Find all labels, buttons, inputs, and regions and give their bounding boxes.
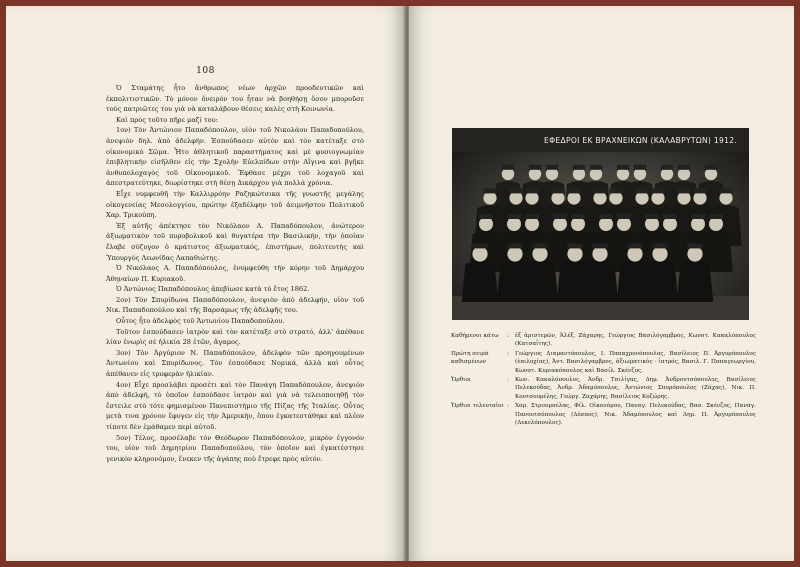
legend-text: Χαρ. Στρουμπέλας, Φίλ. Οἰκονόμου, Παναγ. Πελεκούδας, Βασ. Σκένζος, Παναγ. Πανουτσόπουλος (Δέσπος), Νικ. Ἀδαμόπουλος καὶ Δημ. Π. Ἀργυρόπουλος (Δεκελόπουλος). xyxy=(515,403,756,427)
soldier-body xyxy=(677,261,713,302)
soldier-cap xyxy=(693,188,706,193)
soldier-cap xyxy=(472,243,487,248)
soldier-cap xyxy=(617,165,629,170)
photo-caption: ΕΦΕΔΡΟΙ ΕΚ ΒΡΑΧΝΕΙΚΩΝ (ΚΑΛΑΒΡΥΤΩΝ) 1912. xyxy=(544,136,738,145)
group-photograph xyxy=(452,128,749,320)
soldier-cap xyxy=(677,188,690,193)
paragraph: Ὁ Νικόλαος Α. Παπαδόπουλος, ἐνυμφεύθη τὴν κόρην τοῦ Δημάρχου Ἀθηναίων Π. Κυριακοῦ. xyxy=(106,264,364,283)
soldier-cap xyxy=(507,214,521,219)
soldier-cap xyxy=(567,243,582,248)
soldier-cap xyxy=(617,214,631,219)
soldier-face xyxy=(599,217,613,231)
soldier-cap xyxy=(529,165,541,170)
soldier-face xyxy=(617,217,631,231)
soldier-cap xyxy=(571,214,585,219)
soldier-cap xyxy=(553,214,567,219)
paragraph: 1ον) Τὸν Ἀντώνιον Παπαδόπουλον, υἱὸν τοῦ Νικολάου Παπαδοπούλου, ἀνεψιὸν δηλ. ἀπὸ ἀδελφήν. Ἐσπούδασεν αὐτὸν καὶ τὸν κατέταξε στὸ οἰκονομικὸ Σῶμα. Ἦτο ἀθλητικοῦ παραστήματος καὶ μὲ φυσιογνωμίαν ἐπιβλητικὴν εἰσῆλθεν εἰς τὴν Σχολὴν Εὐελπίδων στὴν Αἴγινα καὶ βγῆκε ἀνθυπολοχαγὸς τοῦ Οἰκονομικοῦ. Ἔφθασε μέχρι τοῦ λοχαγοῦ καὶ ἀπεστρατεύτηκε, διωρίστηκε στὴ θέσῃ Δικάρχου γιὰ πολλὰ χρόνια. xyxy=(106,126,364,188)
soldier-face xyxy=(627,246,642,261)
legend-row xyxy=(451,332,756,349)
paragraph: Εἶχε νυμφευθῆ τὴν Καλλιρρόην Ραζηκώτσικα τῆς γνωστῆς μεγάλης οἰκογενείας Μεσολογγίου, πρώτην ἐξαδέλφην τοῦ ἀειμνήστου Πολιτικοῦ Χαρ. Τρικούπη. xyxy=(106,189,364,220)
soldier-cap xyxy=(678,165,690,170)
soldier-face xyxy=(553,217,567,231)
paragraph: 2ον) Τὸν Σπυρίδωνα Παπαδόπουλον, ἀνεψιὸν ἀπὸ ἀδελφήν, υἱὸν τοῦ Νικ. Παπαδοπούλου καὶ τῆς Βαρσάμως τῆς ἀδελφῆς του. xyxy=(106,295,364,315)
soldier-cap xyxy=(645,214,659,219)
soldier-cap xyxy=(525,214,539,219)
soldier-cap xyxy=(593,188,606,193)
soldier-face xyxy=(691,217,705,231)
legend-text: Κων. Κακαλόπουλος, Ἀνδρ. Τσιλίγας, Δημ. Ἀνδρουτσόπουλος, Βασίλειος Πελεκούδας, Ἀνδρ. Ἀδαμόπουλος, Ἀντώνιος Σπυρόπουλος (Ζάχας), Νικ. Π. Κουτσουρέλης, Γεώργ. Ζαχάρης, Βασίλειος Κοζώρης. xyxy=(515,377,756,400)
soldier-face xyxy=(507,217,521,231)
soldier-cap xyxy=(609,188,622,193)
soldier-cap xyxy=(652,243,667,248)
soldier-cap xyxy=(551,188,564,193)
paragraph: 5ον) Τέλος, προσέλαβε τὸν Θεόδωρον Παπαδόπουλον, μικρὸν ἐγγονόν του, υἱὸν τοῦ Δημητρίου Παπαδοπούλου, τὸν ὁποῖον καὶ ἐγκατέστησε γενικὸν κληρονόμον, ἕνεκεν τῆς ἀγάπης ποὺ ἔτρεφε πρὸς αὐτόν. xyxy=(106,433,364,463)
soldier-body xyxy=(642,261,678,302)
soldier-cap xyxy=(663,214,677,219)
soldier-face xyxy=(507,246,522,261)
legend-text: Γεώργιος Διαμαντόπουλος, Ι. Παπαχρονόπουλος, Βασίλειος Π. Ἀργυρόπουλος (ἐπιλοχίας), Ἀντ. Βασιλόγαμβρος, ἀξιωματικὸς - ἰατρός, Βασιλ. Γ. Παπαγεωργίου, Κωνστ. Κυριακόπουλος καὶ Βασίλ. Σκένζος. xyxy=(515,350,756,374)
soldier-face xyxy=(472,246,487,261)
soldier-cap xyxy=(635,188,648,193)
legend-label: Ὄρθιοι xyxy=(451,377,471,384)
soldier-cap xyxy=(546,165,558,170)
legend-row xyxy=(451,350,756,375)
soldier-face xyxy=(592,246,607,261)
paragraph: 4ον) Εἶχε προσλάβει προσέτι καὶ τὸν Πανάγη Παπαδόπουλον, ἀνεψιὸν ἀπὸ ἀδελφή, τὸ ὁποῖον ἐσπούδασε ἰατρὸν καὶ γιὰ νὰ τελειοποιηθῇ τὸν ἔστειλε στὸ τότε φημισμένον Πανεπιστήμιο τῆς Πίζας τῆς Ἰταλίας. Οὗτος μετὰ τινα χρόνον ἔφυγεν εἰς τὴν Ἀμερικήν, ὅπου ἐγκατεστάθηκε καὶ πλέον τίποτε δὲν ἐμάθαμεν περὶ αὐτοῦ. xyxy=(106,380,364,431)
soldier-cap xyxy=(573,165,585,170)
soldier-cap xyxy=(705,165,717,170)
soldier-cap xyxy=(567,188,580,193)
legend-text: ἐξ ἀριστερῶν, Ἀλέξ. Ζάχαρης, Γεώργιος Βασιλόγαμβρος, Κωνστ. Κακαλόπουλος (Κατσαΐτης). xyxy=(515,333,756,348)
page-number: 108 xyxy=(196,66,215,76)
paragraph: Ἐξ αὐτῆς ἀπέκτησε τὸν Νικόλαον Α. Παπαδόπουλον, ἀνώτερον ἀξιωματικὸν τοῦ πυροβολικοῦ καὶ θυγατέρα τὴν Βασιλικήν, τὴν ὁποίαν ἔλαβε σύζυγον ὁ κράτιστος ἀξιωματικός, ἐπιστήμων, πολιτευτὴς καὶ Ὑπουργὸς Λεωνίδας Λαπαθιώτης. xyxy=(106,221,364,262)
soldier-face xyxy=(645,217,659,231)
paragraph: Ὁ Ἀντώνιος Παπαδόπουλος ἀπεβίωσε κατὰ τὸ ἔτος 1862. xyxy=(116,285,310,294)
soldier-cap xyxy=(709,214,723,219)
soldier-cap xyxy=(627,243,642,248)
soldier-face xyxy=(525,217,539,231)
soldier-body xyxy=(582,261,618,302)
group-photo-illustration xyxy=(452,128,749,320)
soldier-cap xyxy=(661,165,673,170)
soldier-body xyxy=(522,261,558,302)
legend-row xyxy=(451,376,756,401)
soldier-cap xyxy=(590,165,602,170)
legend-row xyxy=(451,402,756,427)
body-text xyxy=(106,83,364,464)
legend-separator: : xyxy=(507,333,509,339)
legend-label: Καθήμενοι κάτω xyxy=(451,333,499,339)
soldier-cap xyxy=(532,243,547,248)
soldier-cap xyxy=(592,243,607,248)
soldier-cap xyxy=(483,188,496,193)
soldier-face xyxy=(687,246,702,261)
photo-legend xyxy=(451,332,756,428)
legend-label: Πρώτη σειρὰ καθισμένων xyxy=(451,350,489,366)
soldier-cap xyxy=(634,165,646,170)
paragraph: Οὗτος ἦτο ἀδελφὸς τοῦ Ἀντωνίου Παπαδοπούλου. xyxy=(116,317,285,326)
soldier-cap xyxy=(509,188,522,193)
paragraph: Καὶ πρὸς τοῦτο πῆρε μαζί του: xyxy=(116,115,218,124)
soldier-body xyxy=(462,261,498,302)
soldier-cap xyxy=(651,188,664,193)
right-page xyxy=(409,6,794,561)
soldier-cap xyxy=(479,214,493,219)
soldier-face xyxy=(663,217,677,231)
soldier-face xyxy=(532,246,547,261)
soldier-face xyxy=(567,246,582,261)
soldier-cap xyxy=(599,214,613,219)
soldier-cap xyxy=(507,243,522,248)
legend-separator: : xyxy=(507,377,509,384)
left-page xyxy=(6,6,405,561)
legend-separator: : xyxy=(507,403,509,410)
soldier-cap xyxy=(687,243,702,248)
soldier-cap xyxy=(691,214,705,219)
soldier-cap xyxy=(525,188,538,193)
soldier-cap xyxy=(719,188,732,193)
paragraph: Τοῦτον ἐσπούδασεν ἰατρὸν καὶ τὸν κατέταξε στὸ στρατό, ἀλλ' ἀπέθανε λίαν ἐνωρὶς σὲ ἡλικία 28 ἐτῶν, ἄγαμος. xyxy=(106,327,364,347)
paragraph: Ὁ Σταμάτης ἦτο ἄνθρωπος νέων ἀρχῶν προοδευτικῶν καὶ ἐκπολιτιστικῶν. Τὸ μόνον ὄνειρόν του ἦταν νὰ βοηθήσῃ ὅσον μποροῦσε τοὺς πατριῶτες του γιὰ νὰ καταλάβουν θέσεις καλὲς στὴ Κοινωνία. xyxy=(106,84,364,114)
soldier-cap xyxy=(502,165,514,170)
paragraph: 3ον) Τὸν Ἀργύριον Ν. Παπαδόπουλον, ἀδελφὸν τῶν προηγουμένων Ἀντωνίου καὶ Σπυρίδωνος. Τὸν ἐσπούδασε Νομικά, ἀλλὰ καὶ οὗτος ἀπέθανεν εἰς τρυφερὰν ἡλικίαν. xyxy=(106,348,364,379)
soldier-face xyxy=(479,217,493,231)
legend-label: Ὄρθιοι τελευταῖοι xyxy=(451,403,504,410)
legend-separator: : xyxy=(507,350,509,357)
soldier-face xyxy=(571,217,585,231)
soldier-face xyxy=(652,246,667,261)
soldier-face xyxy=(709,217,723,231)
